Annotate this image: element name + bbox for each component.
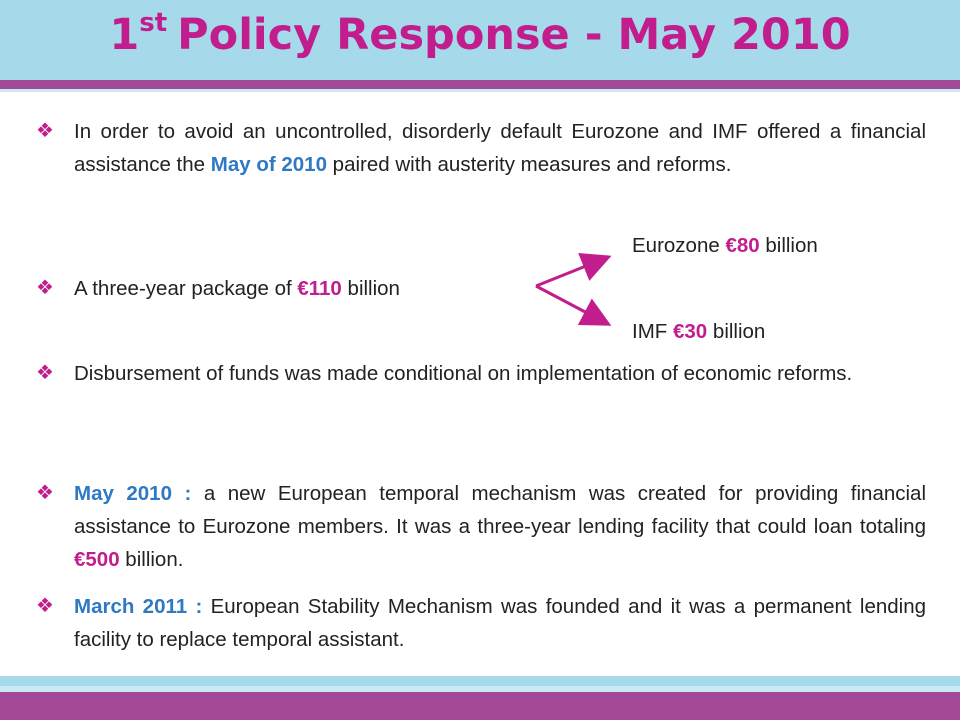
bullet-1-seg-3: paired with austerity measures and reforms.: [326, 153, 732, 176]
bullet-3-text: [74, 357, 926, 390]
diamond-bullet-icon: ❖: [36, 482, 54, 504]
bullet-1-seg-2: May of 2010: [210, 153, 327, 176]
bullet-5-text: [74, 590, 926, 656]
eurozone-label: Eurozone: [632, 234, 726, 257]
imf-amount: €30: [673, 320, 708, 343]
bullet-1-seg-1: In order to avoid an uncontrolled, disorderly default Eurozone and IMF offered a financial assistance the: [74, 120, 926, 176]
title-number: 1: [109, 10, 140, 60]
bullet-2-seg-3: billion: [341, 277, 400, 300]
imf-label: IMF: [632, 320, 673, 343]
imf-line: [632, 315, 765, 348]
eurozone-amount: €80: [725, 234, 760, 257]
title-superscript: st: [139, 8, 168, 38]
diamond-bullet-icon: ❖: [36, 362, 54, 384]
diamond-bullet-icon: ❖: [36, 595, 54, 617]
footer-band-light: [0, 676, 960, 686]
bullet-4: [36, 477, 926, 576]
bullet-2-seg-2: €110: [297, 277, 342, 300]
bullet-5-seg-1: March 2011 :: [74, 595, 203, 618]
diamond-bullet-icon: ❖: [36, 120, 54, 142]
bullet-5-seg-2: European Stability Mechanism was founded and it was a permanent lending facility to replace temporal assistant.: [74, 595, 927, 651]
bullet-4-seg-4: billion.: [119, 548, 184, 571]
eurozone-unit: billion: [759, 234, 818, 257]
diamond-bullet-icon: ❖: [36, 277, 54, 299]
footer-band: [0, 692, 960, 720]
bullet-4-text: [74, 477, 926, 576]
title-text: Policy Response - May 2010: [177, 10, 851, 60]
bullet-3-seg-1: Disbursement of funds was made conditional on implementation of economic reforms.: [74, 362, 853, 385]
bullet-4-seg-1: May 2010 :: [74, 482, 192, 505]
imf-unit: billion: [707, 320, 766, 343]
bullet-2-seg-1: A three-year package of: [74, 277, 298, 300]
bullet-4-seg-2: a new European temporal mechanism was created for providing financial assistance to Eurozone members. It was a three-year lending facility that could loan totaling: [74, 482, 927, 538]
arrow-to-eurozone: [536, 258, 606, 286]
bullet-4-seg-3: €500: [74, 548, 120, 571]
arrow-to-imf: [536, 286, 606, 323]
bullet-3: [36, 357, 926, 390]
bullet-5: [36, 590, 926, 656]
